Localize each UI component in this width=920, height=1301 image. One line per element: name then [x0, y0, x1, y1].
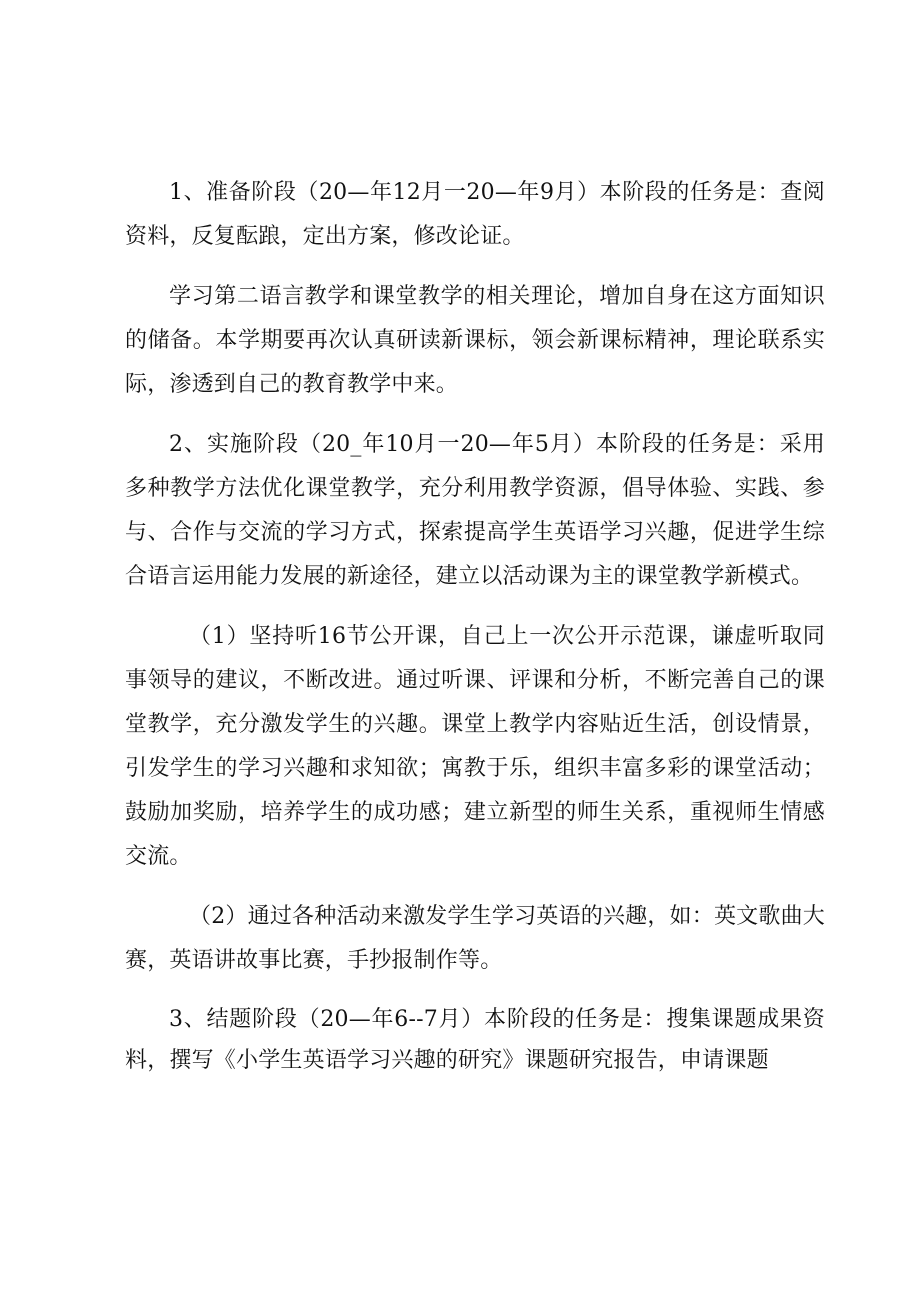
paragraph-item-1: （1）坚持听16节公开课，自己上一次公开示范课，谦虚听取同事领导的建议，不断改进。通过听课、评课和分析，不断完善自己的课堂教学，充分激发学生的兴趣。课堂上教学内容贴近生活，创设情景，引发学生的学习兴趣和求知欲；寓教于乐，组织丰富多彩的课堂活动；鼓励加奖励，培养学生的成功感；建立新型的师生关系，重视师生情感交流。 [125, 624, 825, 869]
paragraph-conclusion-stage: 3、结题阶段（20—年6--7月）本阶段的任务是：搜集课题成果资料，撰写《小学生英语学习兴趣的研究》课题研究报告，申请课题 [125, 1007, 825, 1073]
paragraph-item-2: （2）通过各种活动来激发学生学习英语的兴趣，如：英文歌曲大赛，英语讲故事比赛，手抄报制作等。 [125, 904, 825, 973]
paragraph-implementation-stage: 2、实施阶段（20_年10月一20—年5月）本阶段的任务是：采用多种教学方法优化课堂教学，充分利用教学资源，倡导体验、实践、参与、合作与交流的学习方式，探索提高学生英语学习兴趣，促进学生综合语言运用能力发展的新途径，建立以活动课为主的课堂教学新模式。 [125, 432, 825, 589]
document-body [125, 171, 825, 1081]
paragraph-prep-stage: 1、准备阶段（20—年12月一20—年9月）本阶段的任务是：查阅资料，反复酝踉，定出方案，修改论证。 [125, 180, 825, 249]
paragraph-theory-study: 学习第二语言教学和课堂教学的相关理论，增加自身在这方面知识的储备。本学期要再次认真研读新课标，领会新课标精神，理论联系实际，渗透到自己的教育教学中来。 [125, 284, 825, 397]
